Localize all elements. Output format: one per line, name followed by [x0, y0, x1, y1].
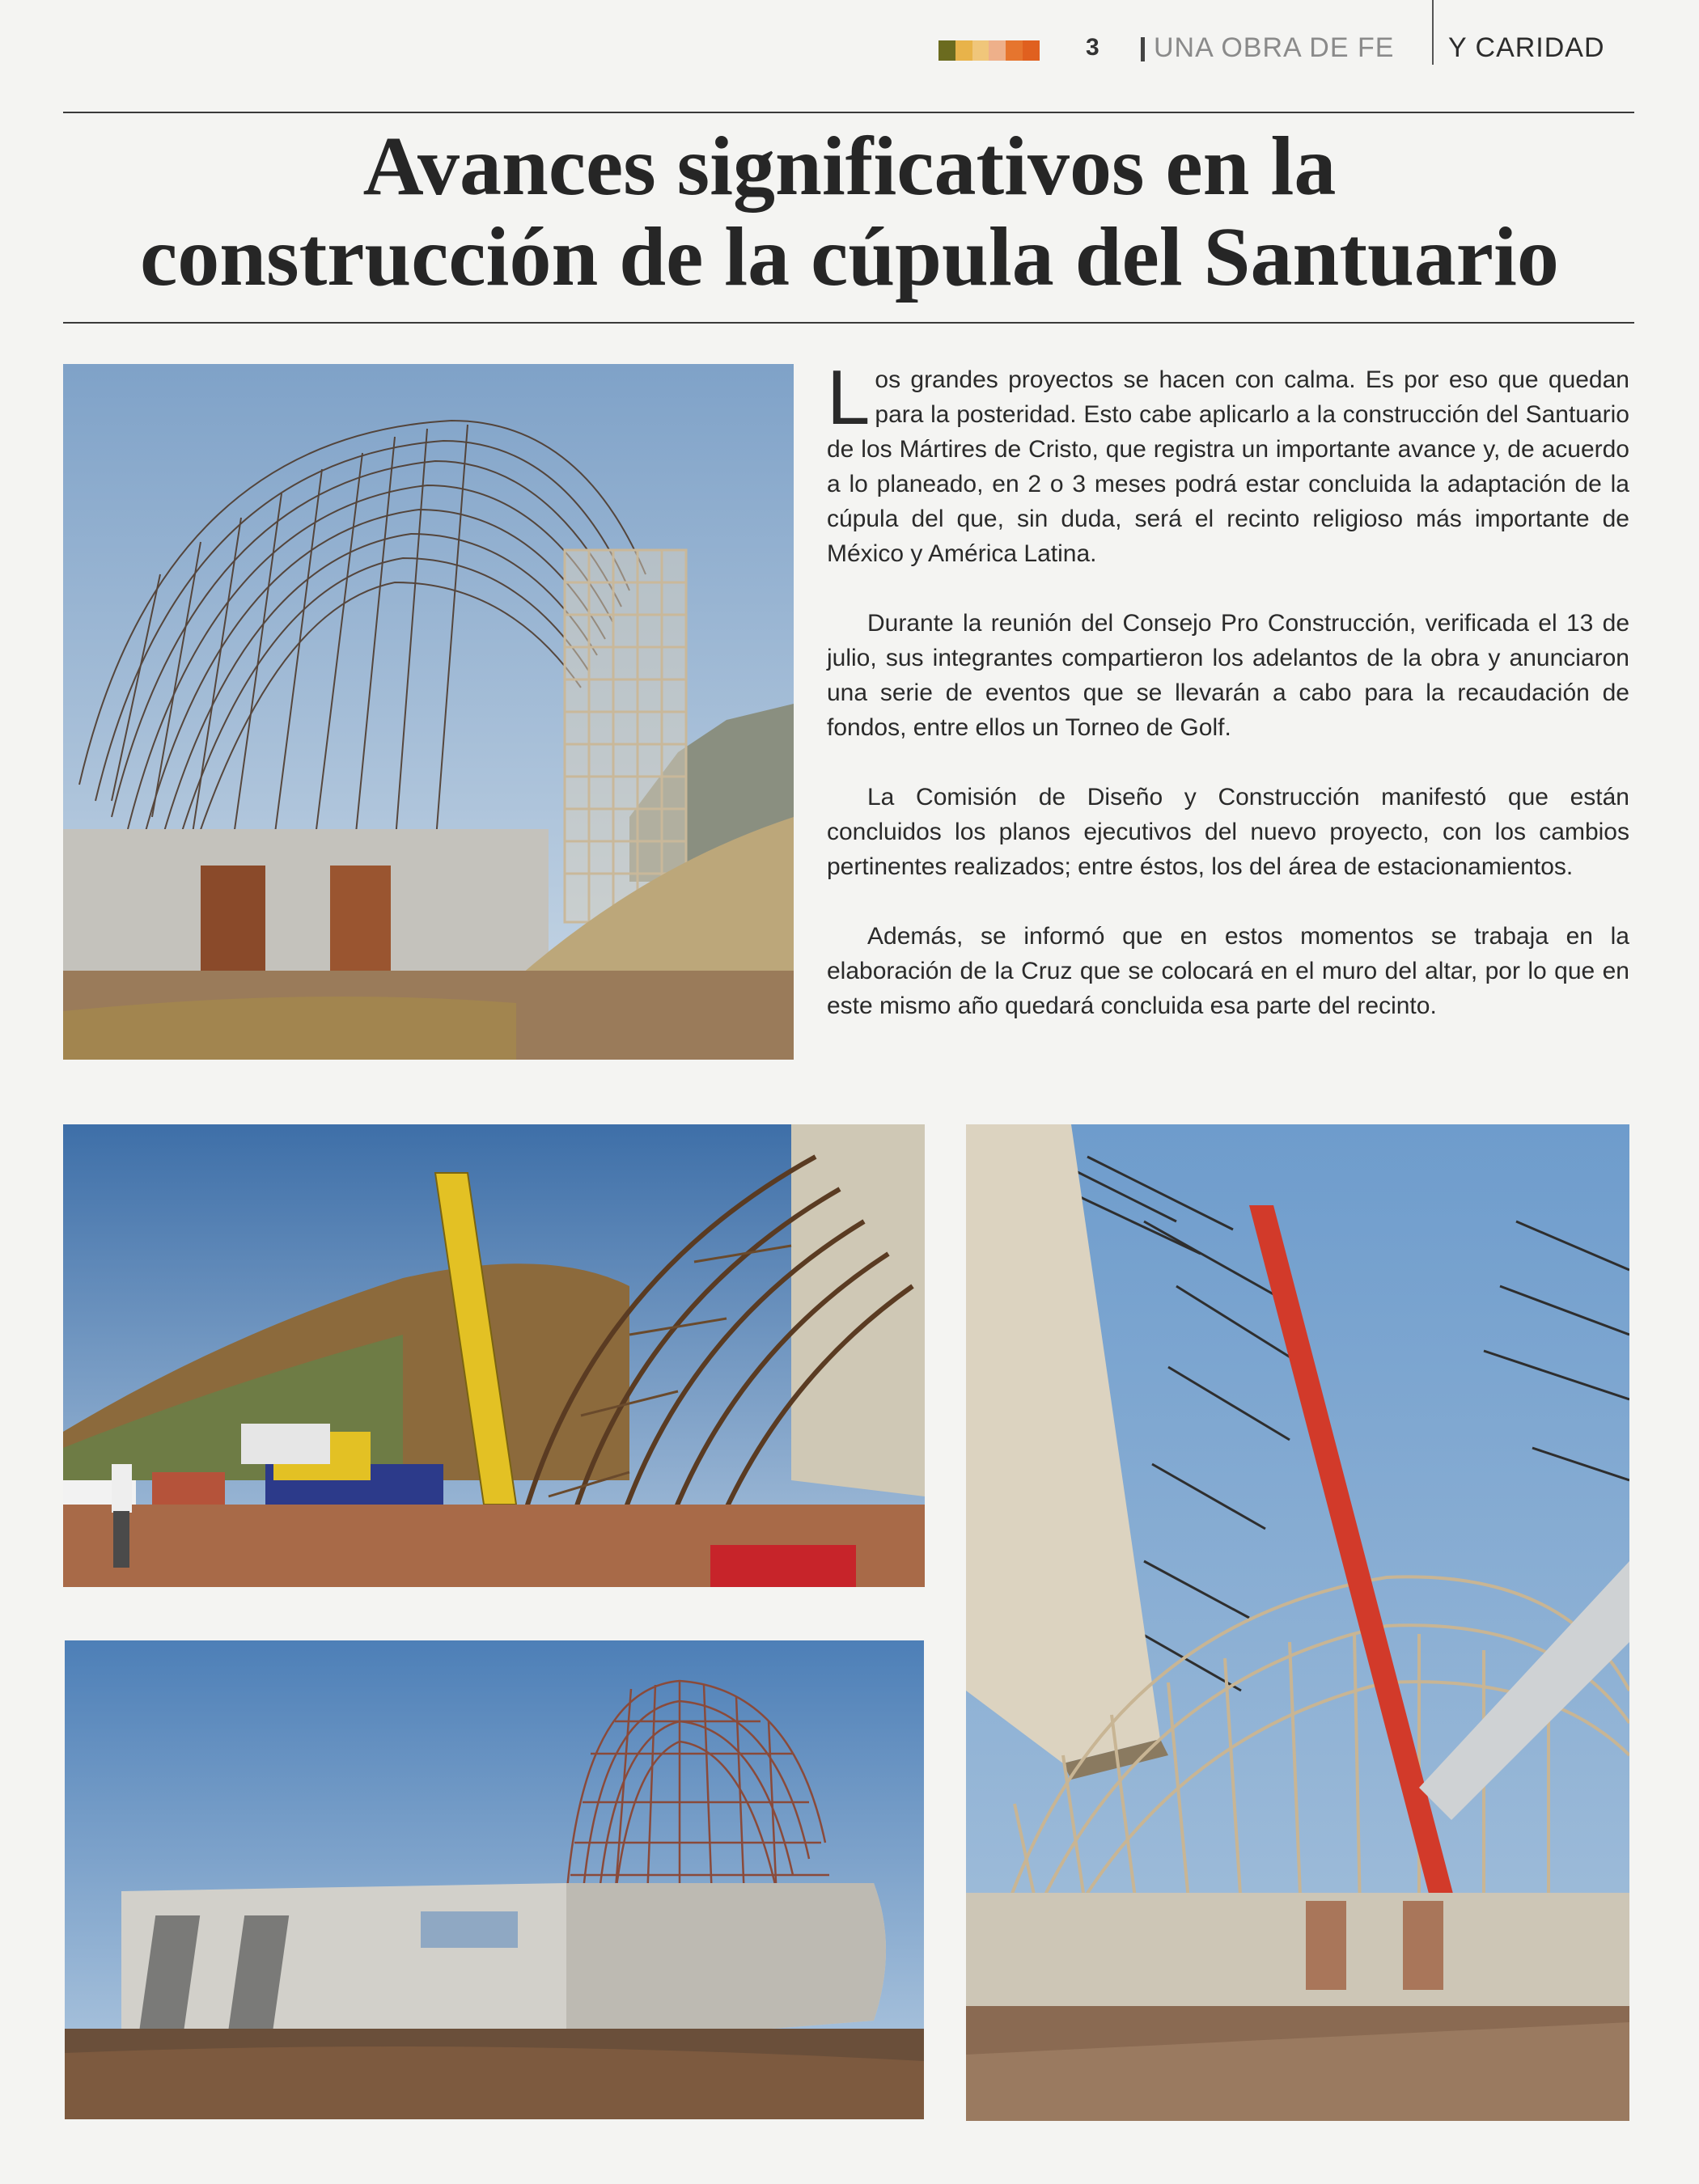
photo-interior-crane — [966, 1124, 1629, 2121]
headline — [49, 121, 1650, 303]
color-swatch — [972, 40, 989, 61]
article-paragraph-4: Además, se informó que en estos momentos se trabaja en la elaboración de la Cruz que se colocará en el muro del altar, por lo que en este mismo año quedará concluida esa parte del recinto. — [827, 923, 1629, 1019]
color-swatch — [989, 40, 1006, 61]
headline-line-1: Avances significativos en la — [362, 120, 1337, 213]
section-title-light: UNA OBRA DE FE — [1154, 32, 1395, 63]
headline-rule-top — [63, 112, 1634, 113]
photo-crane-truck — [63, 1124, 925, 1587]
article-paragraph-2: Durante la reunión del Consejo Pro Construcción, verificada el 13 de julio, sus integrantes compartieron los adelantos de la obra y anunciaron una serie de eventos que se llevarán a cabo para la recaudación de fondos, entre ellos un Torneo de Golf. — [827, 610, 1629, 741]
page-number: 3 — [1086, 34, 1099, 61]
color-swatch — [1006, 40, 1023, 61]
header-divider — [1432, 0, 1434, 65]
headline-line-2: construcción de la cúpula del Santuario — [140, 210, 1559, 303]
article-paragraph-1 — [827, 354, 1629, 571]
header-color-bar — [938, 40, 1040, 61]
paragraph-text: os grandes proyectos se hacen con calma. Es por eso que quedan para la posteridad. Esto cabe aplicarlo a la construcción del Santuario de los Mártires de Cristo, que registra un importante avance y, de acuerdo a lo planeado, en 2 o 3 meses podrá estar concluida la adaptación de la cúpula del que, sin duda, será el recinto religioso más importante de México y América Latina. — [827, 366, 1629, 567]
headline-rule-bottom — [63, 322, 1634, 324]
article-paragraph-3: La Comisión de Diseño y Construcción manifestó que están concluidos los planos ejecutivos del nuevo proyecto, con los cambios pertinentes realizados; entre éstos, los del área de estacionamientos. — [827, 784, 1629, 880]
section-title-dark: Y CARIDAD — [1448, 32, 1605, 63]
color-swatch — [1023, 40, 1040, 61]
color-swatch — [938, 40, 955, 61]
article-body — [827, 354, 1629, 1058]
color-swatch — [955, 40, 972, 61]
photo-dome-frame — [63, 364, 794, 1060]
header-separator — [1141, 37, 1145, 61]
photo-sanctuary-wide — [65, 1640, 924, 2119]
drop-cap: L — [827, 354, 871, 441]
